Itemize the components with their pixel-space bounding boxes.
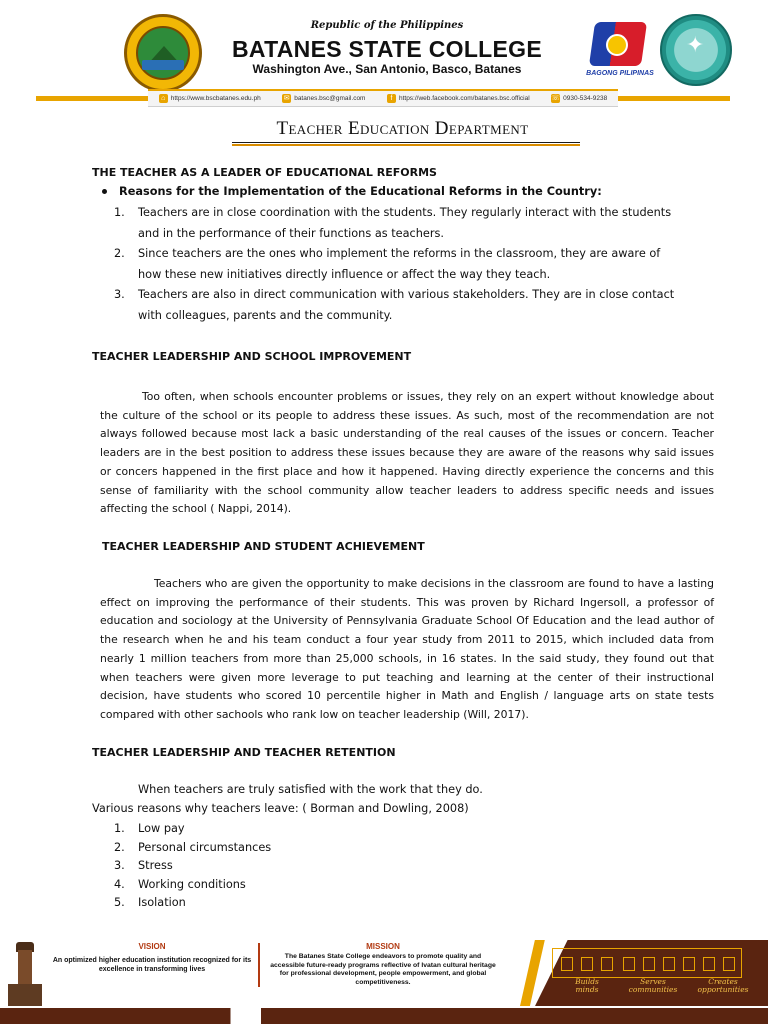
contact-facebook[interactable]: f https://web.facebook.com/batanes.bsc.official <box>387 94 530 103</box>
department-seal: ✦ <box>660 14 732 86</box>
list-item: 1. Teachers are in close coordination with the students. They regularly interact with the students and in the performance of their functions as teachers. <box>114 206 672 240</box>
facebook-icon: f <box>387 94 396 103</box>
list-item: 1. Low pay <box>114 822 185 835</box>
retention-intro: When teachers are truly satisfied with the work that they do. <box>138 783 483 796</box>
list-item: 2. Personal circumstances <box>114 840 272 854</box>
list-item: 4. Working conditions <box>114 877 246 891</box>
section-heading-teacher-retention: TEACHER LEADERSHIP AND TEACHER RETENTION <box>92 746 396 759</box>
retention-reasons-label: Various reasons why teachers leave: ( Borman and Dowling, 2008) <box>92 802 469 815</box>
college-name: BATANES STATE COLLEGE <box>232 36 542 62</box>
department-title-rule <box>232 142 580 146</box>
mission-text: The Batanes State College endeavors to promote quality and accessible future-ready programs reflective of Ivatan cultural heritage for professional development, people empowerment, and global competitiveness. <box>270 953 496 986</box>
footer-divider <box>258 943 260 987</box>
bullet-reasons: Reasons for the Implementation of the Educational Reforms in the Country: <box>102 185 602 198</box>
list-item: 2. Since teachers are the ones who implement the reforms in the classroom, they are aware of how these new initiatives directly influence or affect the way they teach. <box>114 247 661 281</box>
retention-reasons-list <box>114 820 514 913</box>
bagong-pilipinas-logo <box>580 22 658 78</box>
header-stripe-left <box>36 96 148 101</box>
contact-bar <box>148 89 618 107</box>
vision-title: VISION <box>138 942 166 951</box>
bullet-icon <box>102 189 107 194</box>
footer-bottom-strip <box>0 1008 768 1024</box>
contact-website[interactable]: ⌂ https://www.bscbatanes.edu.ph <box>159 94 261 103</box>
lighthouse-illustration <box>8 940 42 1010</box>
college-address: Washington Ave., San Antonio, Basco, Batanes <box>252 62 522 76</box>
contact-email[interactable]: ✉ batanes.bsc@gmail.com <box>283 95 366 102</box>
paragraph-school-improvement: Too often, when schools encounter problems or issues, they rely on an expert without knowledge about the culture of the school or its people to address these issues. As such, most of the recommendation are not always followed because most lack a basic understanding of the real causes of the issues or concern. Teacher leaders are in the best position to address these issues because they are aware of the reasons why said issues or concers happened in the first place and how it happened. Having directly experience the concerns and this sense of familiarity with the school community allow teacher leaders to address specific needs and issues affecting the school ( Nappi, 2014). <box>100 390 714 516</box>
globe-icon: ⌂ <box>159 94 168 103</box>
bagong-pilipinas-label: BAGONG PILIPINAS <box>586 70 654 77</box>
reforms-list <box>114 203 676 326</box>
phone-icon: ☏ <box>551 95 561 102</box>
motto-serves-communities: Serves communities <box>628 977 678 994</box>
list-item: 3. Teachers are also in direct communication with various stakeholders. They are in close contact with colleagues, parents and the community. <box>114 288 675 322</box>
motto-creates-opportunities: Creates opportunities <box>697 977 749 994</box>
list-item: 5. Isolation <box>114 896 186 910</box>
contact-phone[interactable]: ☏ 0930-534-9238 <box>551 95 608 102</box>
section-heading-educational-reforms: THE TEACHER AS A LEADER OF EDUCATIONAL REFORMS <box>92 166 437 179</box>
republic-label: Republic of the Philippines <box>310 20 464 31</box>
section-heading-student-achievement: TEACHER LEADERSHIP AND STUDENT ACHIEVEMENT <box>102 540 425 553</box>
header-stripe-right <box>618 96 730 101</box>
campus-building-illustration <box>552 948 742 978</box>
vision-text: An optimized higher education institution recognized for its excellence in transforming lives <box>52 957 252 973</box>
mission-title: MISSION <box>366 942 400 951</box>
paragraph-student-achievement: Teachers who are given the opportunity to make decisions in the classroom are found to have a lasting effect on improving the performance of their students. This was proven by Richard Ingersoll, a professor of education and sociology at the University of Pennsylvania Graduate School Of Education and the lead author of the research when he and his team conduct a four year study from 2011 to 2015, which included data from nearly 1 million teachers from more than 25,000 schools, in 16 states. In the said study, they found out that when teachers were given more leverage to put teaching and learning at the center of their instructional decision, have students who scored 10 percentile higher in Math and English / language arts on state tests compared with other sachools who rank low on teacher leadership (Will, 2017). <box>100 577 714 721</box>
department-title: Teacher Education Department <box>276 118 529 139</box>
section-heading-school-improvement: TEACHER LEADERSHIP AND SCHOOL IMPROVEMENT <box>92 350 412 363</box>
motto-builds-minds: Builds minds <box>575 977 599 994</box>
mail-icon: ✉ <box>283 95 290 102</box>
batanes-state-college-seal <box>124 14 202 92</box>
list-item: 3. Stress <box>114 859 173 873</box>
